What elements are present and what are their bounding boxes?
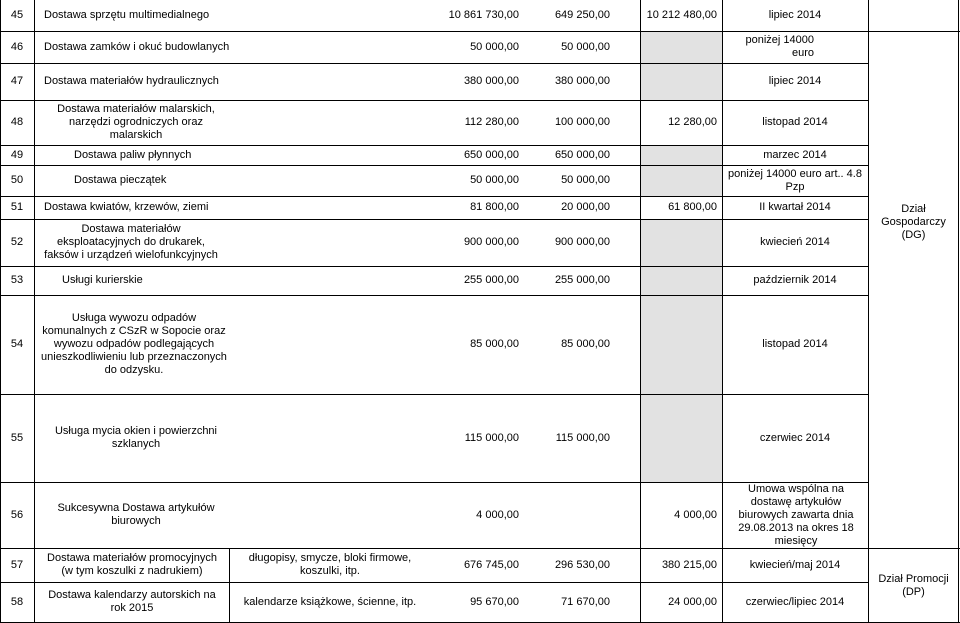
value-total: 676 745,00 bbox=[463, 558, 519, 571]
row-number: 55 bbox=[10, 431, 24, 444]
row-number: 49 bbox=[10, 148, 24, 161]
value-part-2: 12 280,00 bbox=[668, 116, 717, 128]
value-part-1: 50 000,00 bbox=[561, 174, 610, 186]
row-number: 47 bbox=[10, 75, 24, 87]
value-total: 95 670,00 bbox=[470, 595, 519, 608]
item-description: kalendarze książkowe, ścienne, itp. bbox=[243, 595, 417, 608]
date: poniżej 14000 euro art.. 4.8 Pzp bbox=[728, 167, 862, 193]
item-name: Dostawa materiałów eksploatacyjnych do drukarek, faksów i urządzeń wielofunkcyjnych bbox=[44, 223, 218, 261]
date: kwiecień 2014 bbox=[760, 236, 830, 248]
department-dg: Dział Gospodarczy (DG) bbox=[881, 202, 946, 241]
value-part-1: 100 000,00 bbox=[554, 116, 610, 128]
item-name: Usługa mycia okien i powierzchni szklanych bbox=[54, 425, 217, 450]
empty-cell bbox=[640, 394, 722, 482]
value-part-1: 85 000,00 bbox=[561, 338, 610, 350]
empty-cell bbox=[640, 295, 722, 394]
item-name: Usługa wywozu odpadów komunalnych z CSzR w Sopocie oraz wywozu odpadów podlegających unieszkodliwieniu lub przeznaczonych do odzysku. bbox=[41, 312, 227, 376]
row-number: 51 bbox=[10, 201, 24, 213]
value-part-1: 900 000,00 bbox=[554, 236, 610, 248]
value-part-1: 649 250,00 bbox=[554, 9, 610, 21]
value-total: 115 000,00 bbox=[464, 431, 519, 444]
value-total: 380 000,00 bbox=[463, 75, 519, 87]
value-total: 10 861 730,00 bbox=[448, 9, 519, 21]
empty-cell bbox=[640, 219, 722, 266]
value-total: 4 000,00 bbox=[476, 508, 519, 521]
value-part-1: 296 530,00 bbox=[554, 558, 610, 571]
row-number: 54 bbox=[10, 338, 24, 350]
item-name: Dostawa materiałów hydraulicznych bbox=[44, 75, 219, 87]
date: czerwiec/lipiec 2014 bbox=[745, 595, 845, 608]
item-name: Dostawa kalendarzy autorskich na rok 2015 bbox=[48, 589, 216, 614]
date: listopad 2014 bbox=[762, 338, 828, 350]
department-dp: Dział Promocji (DP) bbox=[878, 572, 949, 598]
value-part-1: 71 670,00 bbox=[561, 595, 610, 608]
value-part-1: 50 000,00 bbox=[561, 40, 610, 53]
row-number: 57 bbox=[10, 558, 24, 571]
date: kwiecień/maj 2014 bbox=[749, 558, 841, 571]
item-name: Dostawa pieczątek bbox=[74, 174, 167, 186]
value-total: 900 000,00 bbox=[463, 236, 519, 248]
row-number: 53 bbox=[10, 274, 24, 286]
date: II kwartał 2014 bbox=[759, 201, 831, 213]
value-total: 650 000,00 bbox=[463, 148, 519, 161]
date: listopad 2014 bbox=[762, 116, 828, 128]
row-number: 48 bbox=[10, 116, 24, 128]
item-name: Sukcesywna Dostawa artykułów biurowych bbox=[57, 502, 215, 527]
empty-cell bbox=[640, 145, 722, 165]
value-total: 112 280,00 bbox=[464, 116, 519, 128]
value-part-1: 380 000,00 bbox=[554, 75, 610, 87]
value-part-2: 24 000,00 bbox=[668, 595, 717, 608]
item-name: Dostawa sprzętu multimedialnego bbox=[44, 9, 210, 21]
date: lipiec 2014 bbox=[768, 9, 822, 21]
item-name: Dostawa materiałów malarskich, narzędzi ogrodniczych oraz malarskich bbox=[57, 103, 215, 141]
empty-cell bbox=[640, 165, 722, 196]
value-total: 255 000,00 bbox=[463, 274, 519, 286]
item-name: Dostawa materiałów promocyjnych (w tym koszulki z nadrukiem) bbox=[47, 552, 217, 577]
date: marzec 2014 bbox=[763, 148, 827, 161]
value-part-1: 4 000,00 bbox=[674, 508, 717, 521]
row-number: 45 bbox=[10, 9, 24, 21]
date: październik 2014 bbox=[753, 274, 837, 286]
item-description: długopisy, smycze, bloki firmowe, koszulki, itp. bbox=[248, 552, 412, 577]
value-total: 50 000,00 bbox=[470, 40, 519, 53]
empty-cell bbox=[640, 266, 722, 295]
value-part-1: 255 000,00 bbox=[554, 274, 610, 286]
value-part-2: 380 215,00 bbox=[661, 558, 717, 571]
value-total: 50 000,00 bbox=[470, 174, 519, 186]
value-part-2: 61 800,00 bbox=[668, 201, 717, 213]
value-part-1: 115 000,00 bbox=[555, 431, 610, 444]
date: lipiec 2014 bbox=[768, 75, 822, 87]
value-part-1: 20 000,00 bbox=[561, 201, 610, 213]
date: poniżej 14000 euro bbox=[745, 34, 814, 59]
date: Umowa wspólna na dostawę artykułów biurowych zawarta dnia 29.08.2013 na okres 18 miesięcy bbox=[738, 482, 854, 547]
item-name: Dostawa paliw płynnych bbox=[74, 148, 192, 161]
empty-cell bbox=[640, 63, 722, 100]
row-number: 46 bbox=[10, 40, 24, 53]
empty-cell bbox=[640, 31, 722, 63]
value-total: 81 800,00 bbox=[470, 201, 519, 213]
value-part-2: 10 212 480,00 bbox=[646, 9, 717, 21]
value-part-1: 650 000,00 bbox=[554, 148, 610, 161]
row-number: 58 bbox=[10, 595, 24, 608]
date: czerwiec 2014 bbox=[759, 431, 831, 444]
row-number: 52 bbox=[10, 236, 24, 248]
row-number: 56 bbox=[10, 508, 24, 521]
value-total: 85 000,00 bbox=[470, 338, 519, 350]
row-number: 50 bbox=[10, 174, 24, 186]
item-name: Usługi kurierskie bbox=[62, 274, 143, 286]
item-name: Dostawa kwiatów, krzewów, ziemi bbox=[44, 201, 209, 213]
item-name: Dostawa zamków i okuć budowlanych bbox=[44, 40, 230, 53]
